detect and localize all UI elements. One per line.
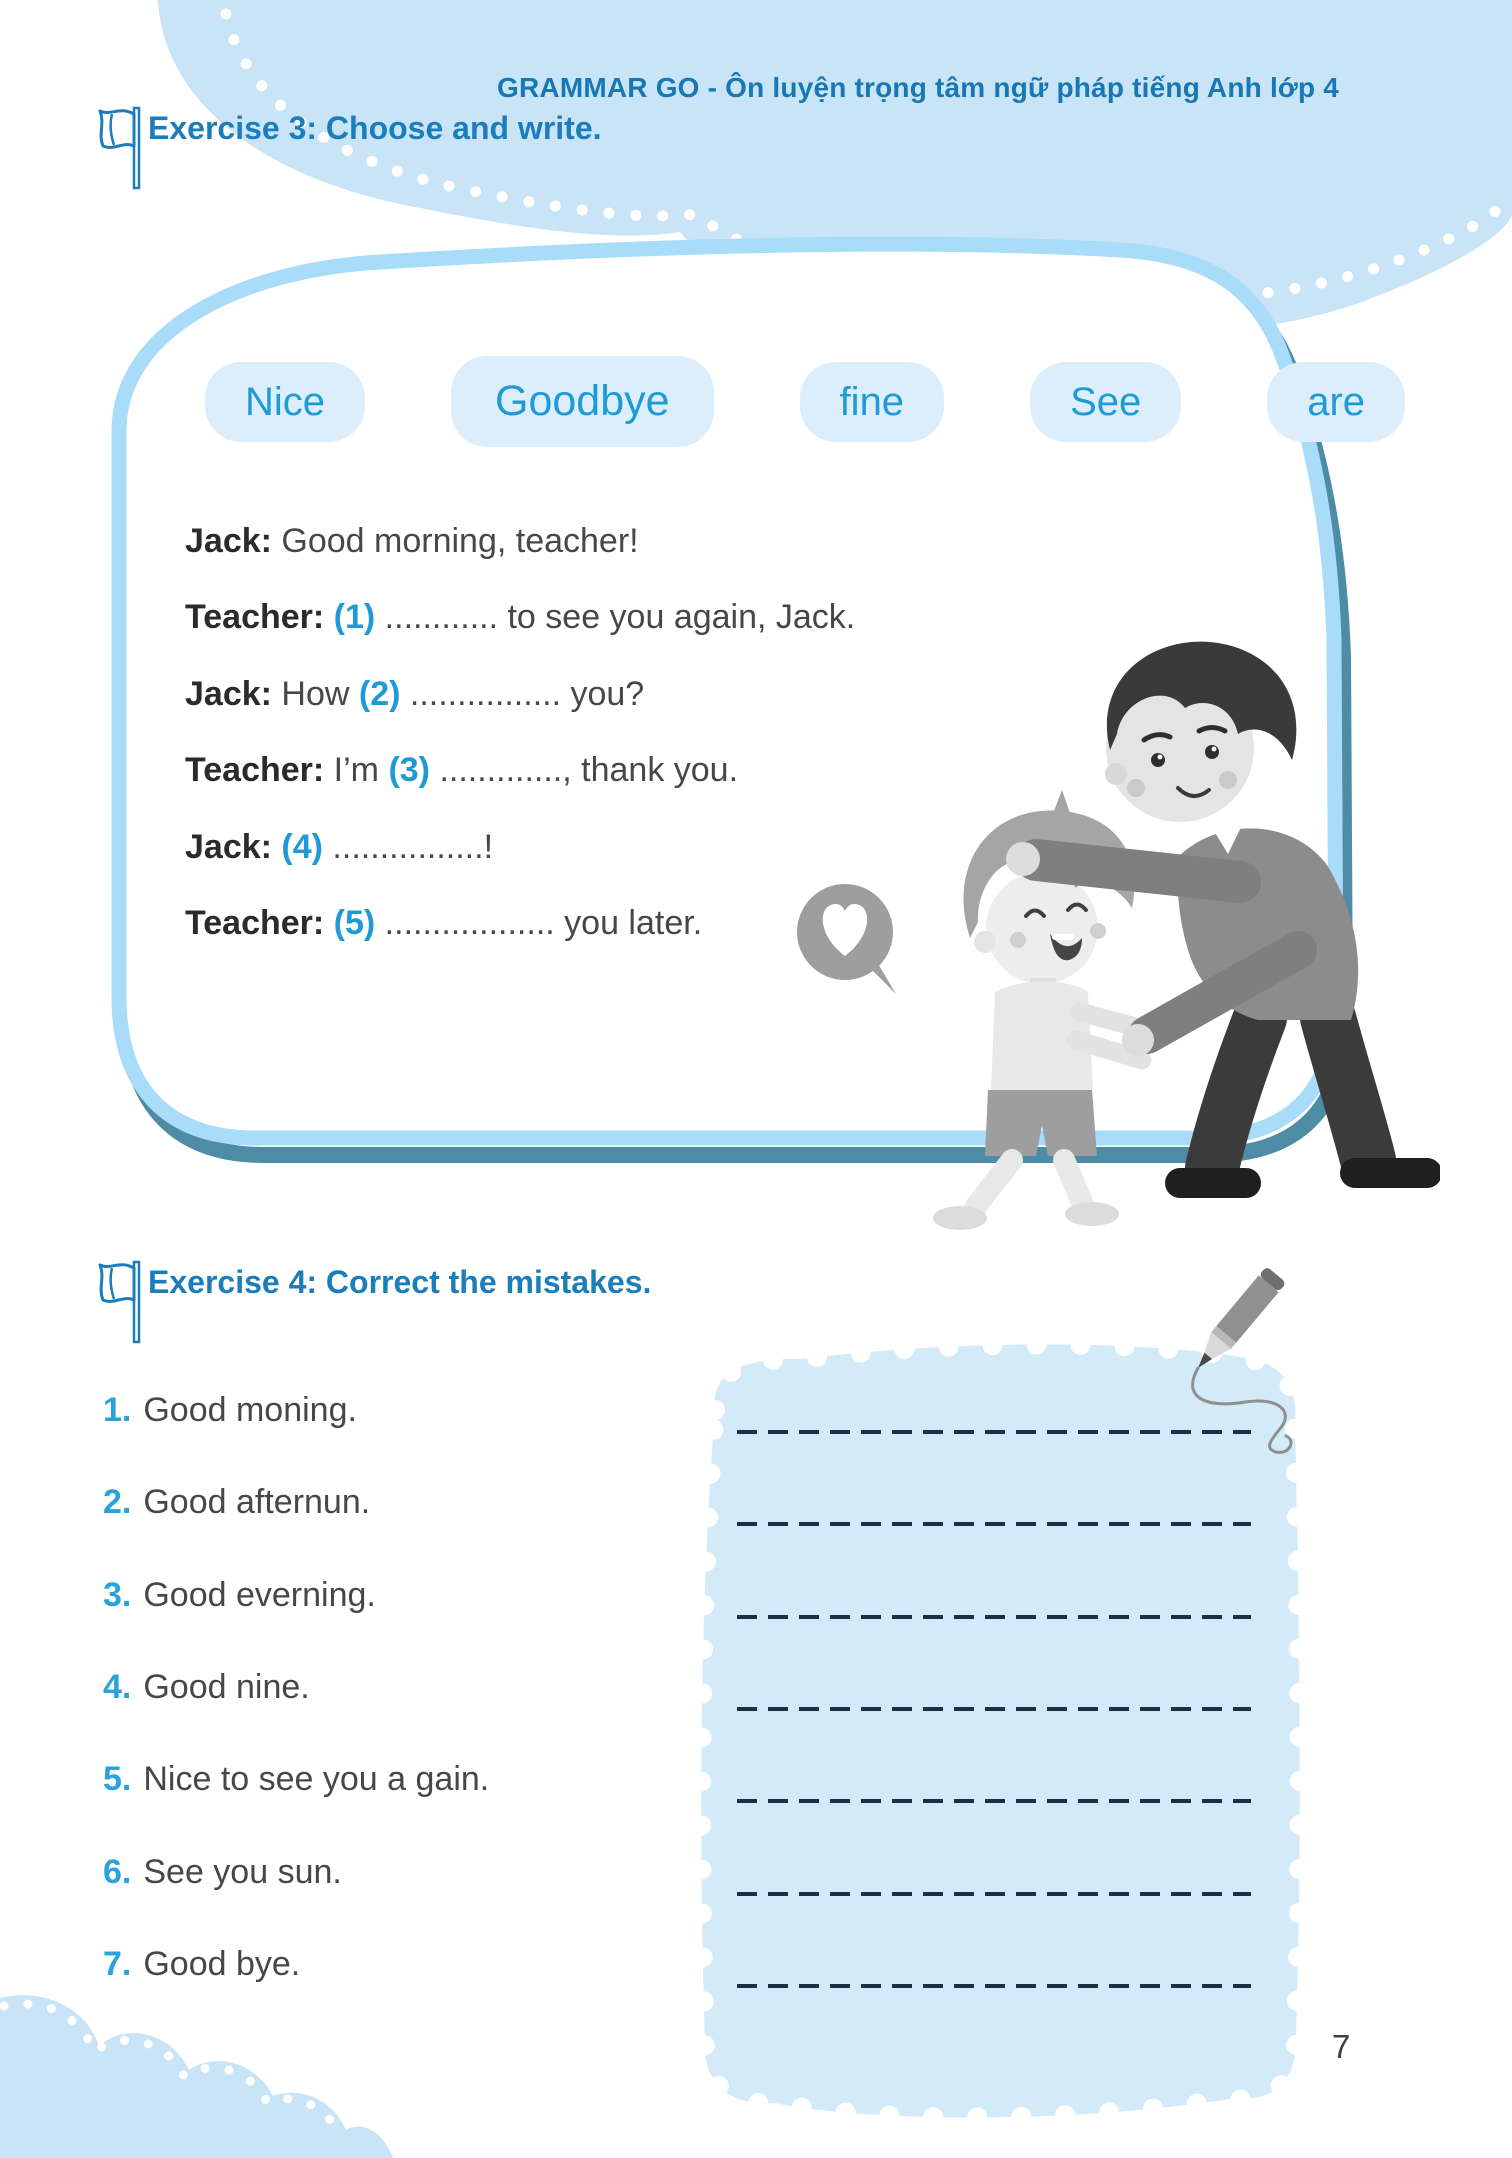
item-number: 2. [103, 1483, 132, 1521]
dialogue-text: .................. you later. [375, 904, 703, 942]
item-text: Good bye. [143, 1945, 301, 1983]
teacher-and-student-illustration [780, 620, 1440, 1260]
heart-icon [797, 884, 896, 994]
item-text: Good everning. [143, 1576, 376, 1614]
speaker-label: Jack: [185, 828, 272, 866]
dialogue-text: Good morning, teacher! [271, 522, 639, 560]
item-text: Good nine. [143, 1668, 310, 1706]
dialogue-text: ................ you? [400, 675, 645, 713]
dialogue-line [185, 905, 702, 942]
list-item [103, 1577, 376, 1614]
speaker-label: Teacher: [185, 751, 325, 789]
page-number: 7 [1332, 2028, 1351, 2065]
list-item [103, 1946, 300, 1983]
list-item [103, 1854, 342, 1891]
word-chip: Goodbye [451, 356, 714, 447]
answer-blank-line [737, 1522, 1251, 1526]
blank-number: (2) [358, 675, 401, 713]
pencil-icon [1150, 1240, 1410, 1470]
answer-blank-line [737, 1430, 1251, 1434]
list-item [103, 1761, 489, 1798]
blank-number: (4) [281, 828, 323, 866]
item-number: 7. [103, 1945, 132, 1983]
dialogue-text: ............ to see you again, Jack. [375, 598, 856, 636]
dialogue-line [185, 676, 644, 713]
list-item [103, 1484, 370, 1521]
answer-blank-line [737, 1615, 1251, 1619]
list-item [103, 1392, 357, 1429]
word-chip: See [1030, 362, 1181, 442]
cloud-decoration [0, 1986, 400, 2158]
answer-blank-line [737, 1799, 1251, 1803]
word-bank [205, 356, 1405, 447]
dialogue-text: ................! [322, 828, 494, 866]
dialogue-line [185, 523, 639, 560]
dialogue-text: ............., thank you. [430, 751, 739, 789]
item-number: 5. [103, 1760, 132, 1798]
blank-number: (3) [388, 751, 430, 789]
item-number: 3. [103, 1576, 132, 1614]
answer-blank-line [737, 1707, 1251, 1711]
item-number: 6. [103, 1853, 132, 1891]
item-text: Good moning. [143, 1391, 357, 1429]
dialogue-text: I’m [324, 751, 389, 789]
speaker-label: Jack: [185, 522, 272, 560]
list-item [103, 1669, 310, 1706]
word-chip: fine [800, 362, 945, 442]
item-text: Nice to see you a gain. [143, 1760, 490, 1798]
flag-icon [96, 1258, 148, 1346]
exercise3-title: Exercise 3: Choose and write. [148, 110, 602, 146]
book-header-title: GRAMMAR GO - Ôn luyện trọng tâm ngữ pháp tiếng Anh lớp 4 [497, 72, 1340, 103]
dialogue-text [324, 598, 333, 636]
word-chip: are [1267, 362, 1405, 442]
dialogue-text [272, 828, 281, 866]
item-number: 1. [103, 1391, 132, 1429]
speaker-label: Teacher: [185, 598, 325, 636]
answer-blank-line [737, 1984, 1251, 1988]
dialogue-text: How [271, 675, 359, 713]
exercise4-title: Exercise 4: Correct the mistakes. [148, 1264, 652, 1300]
word-chip: Nice [205, 362, 365, 442]
answer-blank-line [737, 1892, 1251, 1896]
dialogue-text [324, 904, 333, 942]
blank-number: (1) [333, 598, 376, 636]
speaker-label: Jack: [185, 675, 272, 713]
dialogue-line [185, 752, 738, 789]
dialogue-line [185, 599, 855, 636]
speaker-label: Teacher: [185, 904, 325, 942]
dialogue-line [185, 829, 493, 866]
item-text: Good afternun. [143, 1483, 371, 1521]
item-text: See you sun. [143, 1853, 342, 1891]
blank-number: (5) [333, 904, 376, 942]
item-number: 4. [103, 1668, 132, 1706]
